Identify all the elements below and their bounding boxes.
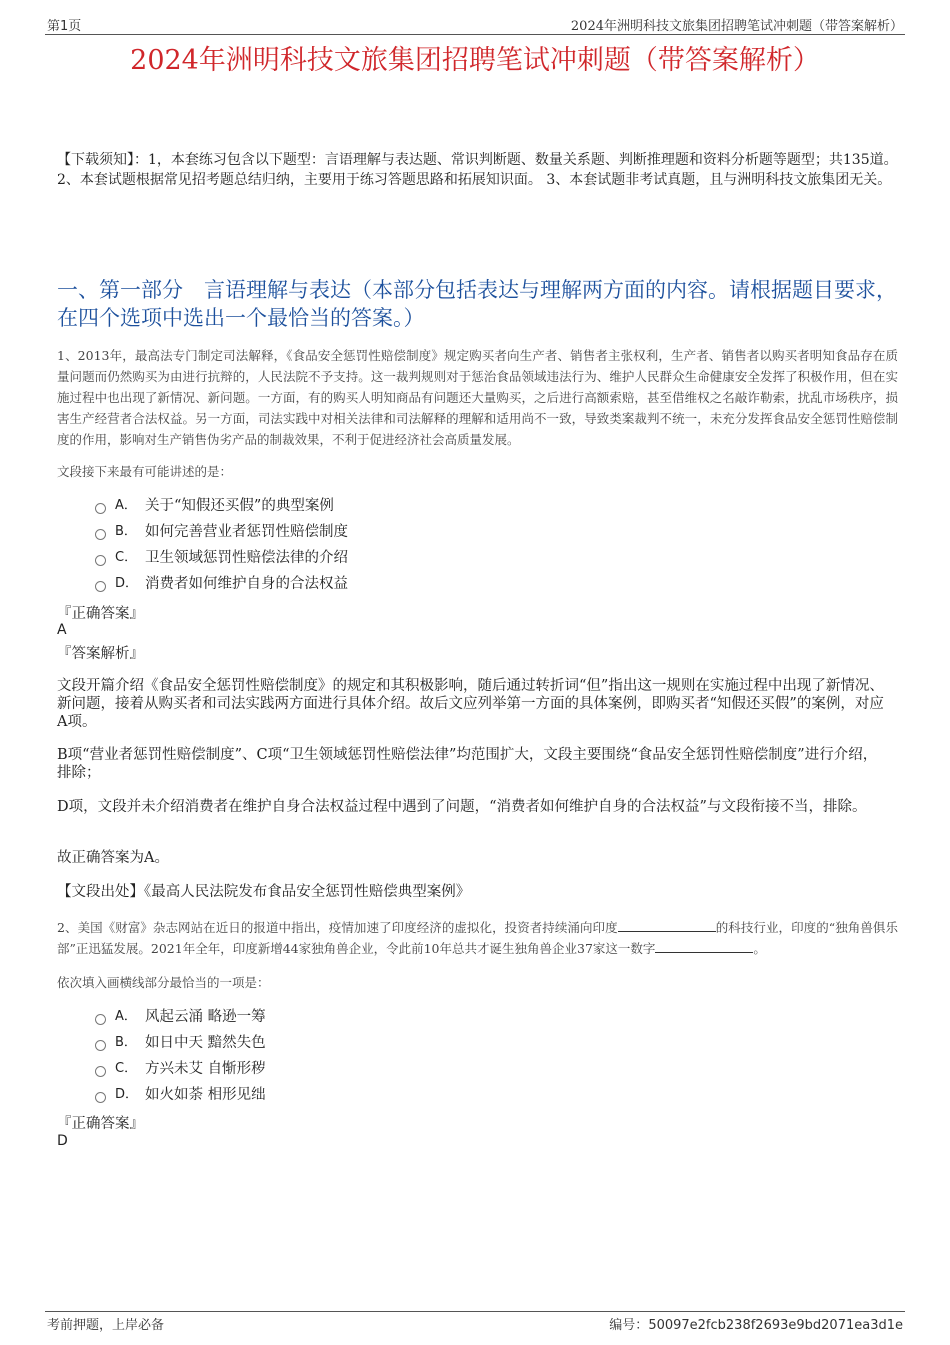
q1-analysis-p1: 文段开篇介绍《食品安全惩罚性赔偿制度》的规定和其积极影响，随后通过转折词“但”指出这一规则在实施过程中出现了新情况、新问题，接着从购买者和司法实践两方面进行具体介绍。故后文应列举第一方面的具体案例，即购买者“知假还买假”的案例，对应A项。 (57, 678, 884, 730)
fill-blank-2 (655, 940, 753, 953)
q1-analysis-label: 『答案解析』 (57, 646, 144, 662)
fill-blank-1 (618, 919, 716, 932)
q2-passage: 2、美国《财富》杂志网站在近日的报道中指出，疫情加速了印度经济的虚拟化，投资者持续涌向印度 的科技行业，印度的“独角兽俱乐部”正迅猛发展。2021年全年，印度新增44家独角兽企业，令此前10年总共才诞生独角兽企业37家这一数字 。 (57, 920, 898, 956)
q1-analysis-p4: 故正确答案为A。 (57, 850, 169, 866)
q2-answer-label: 『正确答案』 (57, 1116, 144, 1132)
q2-answer: D (57, 1133, 68, 1149)
q1-analysis-p2: B项“营业者惩罚性赔偿制度”、C项“卫生领域惩罚性赔偿法律”均范围扩大，文段主要围绕“食品安全惩罚性赔偿制度”进行介绍，排除； (57, 747, 878, 781)
q1-analysis-p3: D项，文段并未介绍消费者在维护自身合法权益过程中遇到了问题，“消费者如何维护自身的合法权益”与文段衔接不当，排除。 (57, 799, 867, 815)
radio-icon[interactable] (95, 1092, 106, 1103)
document-page: 第1页 2024年洲明科技文旅集团招聘笔试冲刺题（带答案解析） 2024年洲明科技文旅集团招聘笔试冲刺题（带答案解析） 【下载须知】：1，本套练习包含以下题型：言语理解与表达题、常识判断题、数量关系题、判断推理题和资料分析题等题型；共135道。 2、本套试题根据常见招考题总结归纳，主要用于练习答题思路和拓展知识面。 3、本套试题非考试真题，且与洲明科技文旅集团无关。 一、第一部分 言语理解与表达（本部分包括表达与理解两方面的内容。请根据题目要求，在四个选项中选出一个最恰当的答案。） 1、2013年，最高法专门制定司法解释，《食品安全惩罚性赔偿制度》规定购买者向生产者、销售者主张权利，生产者、销售者以购买者明知食品存在质量问题而仍然购买为由进行抗辩的，人民法院不予支持。这一裁判规则对于惩治食品领域违法行为、维护人民群众生命健康安全发挥了积极作用，但在实施过程中也出现了新情况、新问题。一方面，有的购买人明知商品有问题还大量购买，之后进行高额索赔，甚至借维权之名敲诈勒索，扰乱市场秩序，损害生产经营者合法权益。另一方面，司法实践中对相关法律和司法解释的理解和适用尚不一致，导致类案裁判不统一，未充分发挥食品安全惩罚性赔偿制度的作用，影响对生产销售伪劣产品的制裁效果，不利于促进经济社会高质量发展。 文段接下来最有可能讲述的是： A． 关于“知假还买假”的典型案例 B． 如何完善营业者惩罚性赔偿制度 C． 卫生领域惩罚性赔偿法律的介绍 D． 消费者如何维护自身的合法权益 『正确答案』 A 『答案解析』 文段开篇介绍《食品安全惩罚性赔偿制度》的规定和其积极影响，随后通过转折词“但”指出这一规则在实施过程中出现了新情况、新问题，接着从购买者和司法实践两方面进行具体介绍。故后文应列举第一方面的具体案例，即购买者“知假还买假”的案例，对应A项。 B项“营业者惩罚性赔偿制度”、C项“卫生领域惩罚性赔偿法律”均范围扩大，文段主要围绕“食品安全惩罚性赔偿制度”进行介绍，排除； D项，文段并未介绍消费者在维护自身合法权益过程中遇到了问题，“消费者如何维护自身的合法权益”与文段衔接不当，排除。 故正确答案为A。 【文段出处】《最高人民法院发布食品安全惩罚性赔偿典型案例》 2、美国《财富》杂志网站在近日的报道中指出，疫情加速了印度经济的虚拟化，投资者持续涌向印度 的科技行业，印度的“独角兽俱乐部”正迅猛发展。2021年全年，印度新增44家独角兽企业，令此前10年总共才诞生独角兽企业37家这一数字 。 依次填入画横线部分最恰当的一项是： A． 风起云涌 略逊一筹 B． 如日中天 黯然失色 C． 方兴未艾 自惭形秽 D． 如火如荼 相形见绌 『正确答案』 D 考前押题，上岸必备 编号：50097e2fcb238f2693e9bd2071ea3d1e (0, 0, 950, 1345)
footer-code: 编号：50097e2fcb238f2693e9bd2071ea3d1e (609, 1318, 903, 1333)
radio-icon[interactable] (95, 1040, 106, 1051)
page-title: 2024年洲明科技文旅集团招聘笔试冲刺题（带答案解析） (130, 45, 820, 76)
page-number: 第1页 (47, 19, 82, 34)
section-heading: 一、第一部分 言语理解与表达（本部分包括表达与理解两方面的内容。请根据题目要求，在四个选项中选出一个最恰当的答案。） (57, 278, 897, 330)
header-doc-title: 2024年洲明科技文旅集团招聘笔试冲刺题（带答案解析） (570, 19, 903, 34)
page-footer (45, 1311, 905, 1336)
radio-icon[interactable] (95, 1066, 106, 1077)
q1-passage: 1、2013年，最高法专门制定司法解释，《食品安全惩罚性赔偿制度》规定购买者向生产者、销售者主张权利，生产者、销售者以购买者明知食品存在质量问题而仍然购买为由进行抗辩的，人民法院不予支持。这一裁判规则对于惩治食品领域违法行为、维护人民群众生命健康安全发挥了积极作用，但在实施过程中也出现了新情况、新问题。一方面，有的购买人明知商品有问题还大量购买，之后进行高额索赔，甚至借维权之名敲诈勒索，扰乱市场秩序，损害生产经营者合法权益。另一方面，司法实践中对相关法律和司法解释的理解和适用尚不一致，导致类案裁判不统一，未充分发挥食品安全惩罚性赔偿制度的作用，影响对生产销售伪劣产品的制裁效果，不利于促进经济社会高质量发展。 (57, 348, 898, 447)
q1-prompt: 文段接下来最有可能讲述的是： (57, 464, 233, 479)
q1-source: 【文段出处】《最高人民法院发布食品安全惩罚性赔偿典型案例》 (57, 884, 471, 900)
radio-icon[interactable] (95, 581, 106, 592)
q1-answer-label: 『正确答案』 (57, 606, 144, 622)
page-header (45, 14, 905, 35)
radio-icon[interactable] (95, 1014, 106, 1025)
download-notice: 【下载须知】：1，本套练习包含以下题型：言语理解与表达题、常识判断题、数量关系题、判断推理题和资料分析题等题型；共135道。 2、本套试题根据常见招考题总结归纳，主要用于练习答题思路和拓展知识面。 3、本套试题非考试真题，且与洲明科技文旅集团无关。 (57, 152, 898, 188)
radio-icon[interactable] (95, 503, 106, 514)
radio-icon[interactable] (95, 555, 106, 566)
footer-slogan: 考前押题，上岸必备 (47, 1318, 165, 1333)
q1-answer: A (57, 622, 67, 638)
radio-icon[interactable] (95, 529, 106, 540)
q2-prompt: 依次填入画横线部分最恰当的一项是： (57, 975, 270, 990)
